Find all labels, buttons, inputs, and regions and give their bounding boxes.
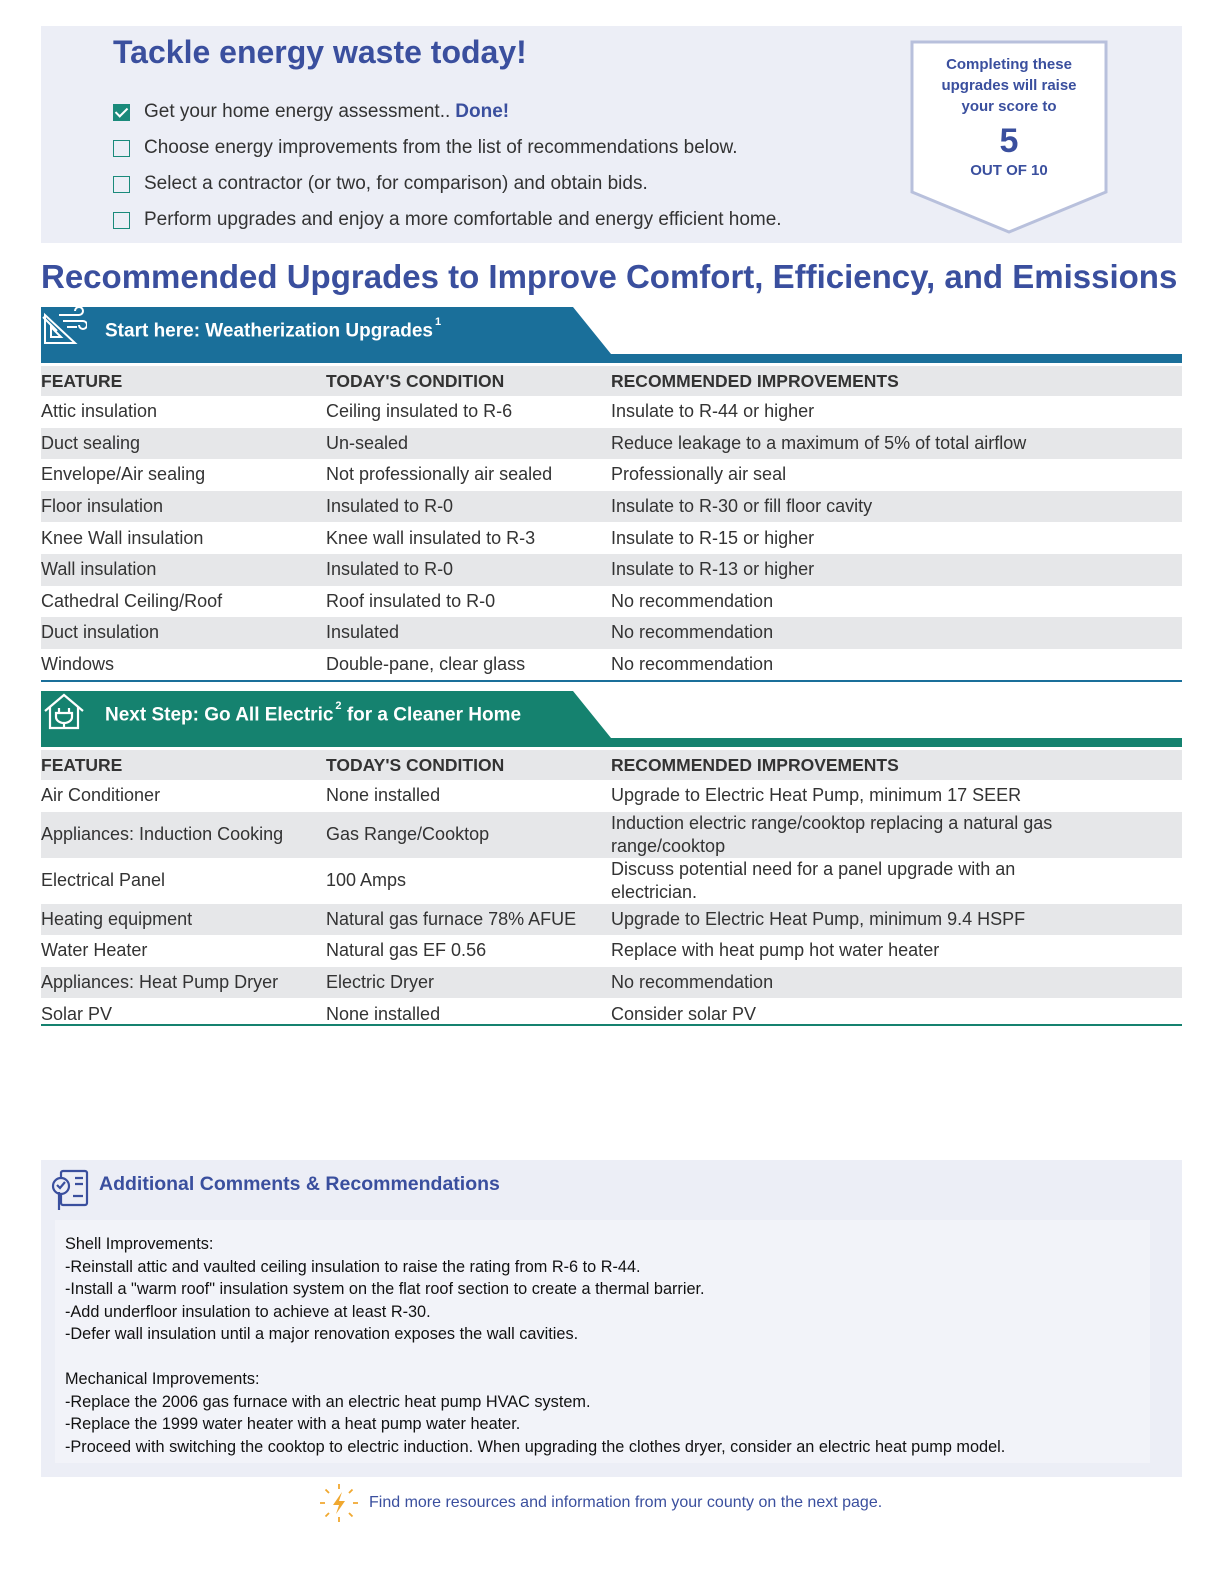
done-label: Done! (455, 101, 510, 122)
feature-cell: Envelope/Air sealing (41, 464, 206, 485)
feature-cell: Water Heater (41, 940, 148, 961)
table-body (41, 780, 1182, 1030)
checkbox[interactable] (113, 212, 130, 229)
condition-cell: Ceiling insulated to R-6 (326, 401, 513, 422)
condition-cell: Natural gas furnace 78% AFUE (326, 904, 611, 936)
table-row (41, 904, 1182, 936)
electric-title-text: Next Step: Go All Electric (105, 704, 334, 726)
condition-cell: Not professionally air sealed (326, 464, 553, 485)
electric-title (105, 700, 522, 726)
comments-title: Additional Comments & Recommendations (99, 1173, 500, 1195)
recommendation-cell: Insulate to R-30 or fill floor cavity (611, 491, 1182, 523)
table-row (41, 428, 1182, 460)
electric-title-text-2: for a Cleaner Home (346, 704, 522, 726)
recommendation-cell: Replace with heat pump hot water heater (611, 940, 940, 961)
feature-cell: Duct sealing (41, 428, 326, 460)
electric-banner (41, 691, 1182, 747)
checklist-item (113, 166, 782, 202)
electric-table (41, 750, 1182, 1030)
table-divider (41, 1024, 1182, 1026)
table-row (41, 649, 1182, 681)
recommendation-cell: Consider solar PV (611, 1003, 757, 1024)
condition-cell: Insulated (326, 617, 611, 649)
table-row (41, 812, 1182, 858)
checkbox[interactable] (113, 140, 130, 157)
condition-cell: None installed (326, 785, 441, 806)
condition-cell: Insulated to R-0 (326, 491, 611, 523)
column-header: TODAY'S CONDITION (326, 750, 611, 780)
score-out-of: OUT OF 10 (970, 162, 1048, 179)
table-header-row (41, 366, 1182, 396)
checklist (113, 94, 782, 238)
document-magnifier-icon (49, 1168, 91, 1214)
table-divider (41, 680, 1182, 682)
table-row (41, 491, 1182, 523)
table-row (41, 396, 1182, 428)
footer (318, 1482, 882, 1524)
feature-cell: Wall insulation (41, 554, 326, 586)
weatherization-table (41, 366, 1182, 680)
checkbox-checked[interactable] (113, 104, 130, 121)
feature-cell: Attic insulation (41, 401, 158, 422)
recommendation-cell: Insulate to R-15 or higher (611, 527, 815, 548)
column-header: FEATURE (41, 366, 326, 396)
condition-cell: Double-pane, clear glass (326, 654, 526, 675)
table-row (41, 554, 1182, 586)
weatherization-title-text: Start here: Weatherization Upgrades (105, 320, 434, 342)
comments-body: Shell Improvements: -Reinstall attic and vaulted ceiling insulation to raise the rating from R-6 to R-44. -Install a "warm roof" insulation system on the flat roof section to create a thermal barrier. -Add underfloor insulation to achieve at least R-30. -Defer wall insulation until a major renovation exposes the wall cavities. Mechanical Improvements: -Replace the 2006 gas furnace with an electric heat pump HVAC system. -Replace the 1999 water heater with a heat pump water heater. -Proceed with switching the cooktop to electric induction. When upgrading the clothes dryer, consider an electric heat pump model. (65, 1235, 1006, 1456)
checkbox[interactable] (113, 176, 130, 193)
condition-cell: Natural gas EF 0.56 (326, 940, 487, 961)
checklist-item-label: Perform upgrades and enjoy a more comfortable and energy efficient home. (144, 209, 782, 230)
feature-cell: Heating equipment (41, 904, 326, 936)
checklist-item-label: Choose energy improvements from the list of recommendations below. (144, 137, 738, 158)
page-title: Recommended Upgrades to Improve Comfort, Efficiency, and Emissions (41, 258, 1178, 295)
table-row (41, 617, 1182, 649)
recommendation-cell: No recommendation (611, 617, 1182, 649)
condition-cell: None installed (326, 1003, 441, 1024)
table-row (41, 522, 1182, 554)
condition-cell: Un-sealed (326, 428, 611, 460)
column-header: RECOMMENDED IMPROVEMENTS (611, 366, 1182, 396)
recommendation-cell: No recommendation (611, 590, 774, 611)
score-caption-1: Completing these (946, 56, 1072, 73)
lightning-icon (318, 1482, 360, 1524)
weatherization-icon (41, 307, 87, 347)
column-header: RECOMMENDED IMPROVEMENTS (611, 750, 1182, 780)
weatherization-banner (41, 307, 1182, 363)
weatherization-title (105, 316, 442, 342)
feature-cell: Appliances: Induction Cooking (41, 812, 326, 858)
table-header-row (41, 750, 1182, 780)
feature-cell: Knee Wall insulation (41, 527, 204, 548)
score-value: 5 (999, 122, 1019, 160)
table-body (41, 396, 1182, 680)
recommendation-cell: Upgrade to Electric Heat Pump, minimum 17 SEER (611, 785, 1022, 806)
footnote-marker: 1 (435, 316, 442, 328)
condition-cell: Roof insulated to R-0 (326, 590, 496, 611)
table-row (41, 967, 1182, 999)
score-text (910, 54, 1108, 179)
recommendation-cell: Upgrade to Electric Heat Pump, minimum 9.4 HSPF (611, 904, 1182, 936)
table-row (41, 586, 1182, 618)
condition-cell: Knee wall insulated to R-3 (326, 527, 536, 548)
feature-cell: Cathedral Ceiling/Roof (41, 590, 223, 611)
recommendation-cell: No recommendation (611, 654, 774, 675)
condition-cell: Insulated to R-0 (326, 554, 611, 586)
score-caption-3: your score to (961, 98, 1057, 115)
feature-cell: Solar PV (41, 1003, 113, 1024)
table-row (41, 935, 1182, 967)
feature-cell: Windows (41, 654, 115, 675)
checklist-item (113, 130, 782, 166)
feature-cell: Electrical Panel (41, 870, 166, 891)
checklist-title: Tackle energy waste today! (113, 34, 527, 70)
recommendation-cell: Induction electric range/cooktop replacing a natural gas range/cooktop (611, 812, 1182, 858)
checklist-item (113, 202, 782, 238)
recommendation-cell: Professionally air seal (611, 464, 787, 485)
electric-house-icon (41, 691, 87, 731)
condition-cell: 100 Amps (326, 870, 407, 891)
checklist-item (113, 94, 782, 130)
feature-cell: Appliances: Heat Pump Dryer (41, 967, 326, 999)
feature-cell: Duct insulation (41, 617, 326, 649)
recommendation-cell: Insulate to R-13 or higher (611, 554, 1182, 586)
table-row (41, 459, 1182, 491)
recommendation-cell: Reduce leakage to a maximum of 5% of total airflow (611, 428, 1182, 460)
feature-cell: Floor insulation (41, 491, 326, 523)
table-row (41, 858, 1182, 904)
recommendation-cell: Insulate to R-44 or higher (611, 401, 815, 422)
footnote-marker: 2 (335, 700, 342, 712)
recommendation-cell: No recommendation (611, 967, 1182, 999)
column-header: TODAY'S CONDITION (326, 366, 611, 396)
recommendation-cell: Discuss potential need for a panel upgrade with an electrician. (611, 858, 1016, 902)
condition-cell: Gas Range/Cooktop (326, 812, 611, 858)
feature-cell: Air Conditioner (41, 785, 161, 806)
checklist-item-label: Get your home energy assessment.. (144, 101, 451, 122)
footer-text: Find more resources and information from your county on the next page. (369, 1494, 883, 1511)
condition-cell: Electric Dryer (326, 967, 611, 999)
checklist-item-label: Select a contractor (or two, for comparison) and obtain bids. (144, 173, 648, 194)
table-row (41, 780, 1182, 812)
score-caption-2: upgrades will raise (941, 77, 1077, 94)
score-badge (910, 40, 1108, 234)
column-header: FEATURE (41, 750, 326, 780)
